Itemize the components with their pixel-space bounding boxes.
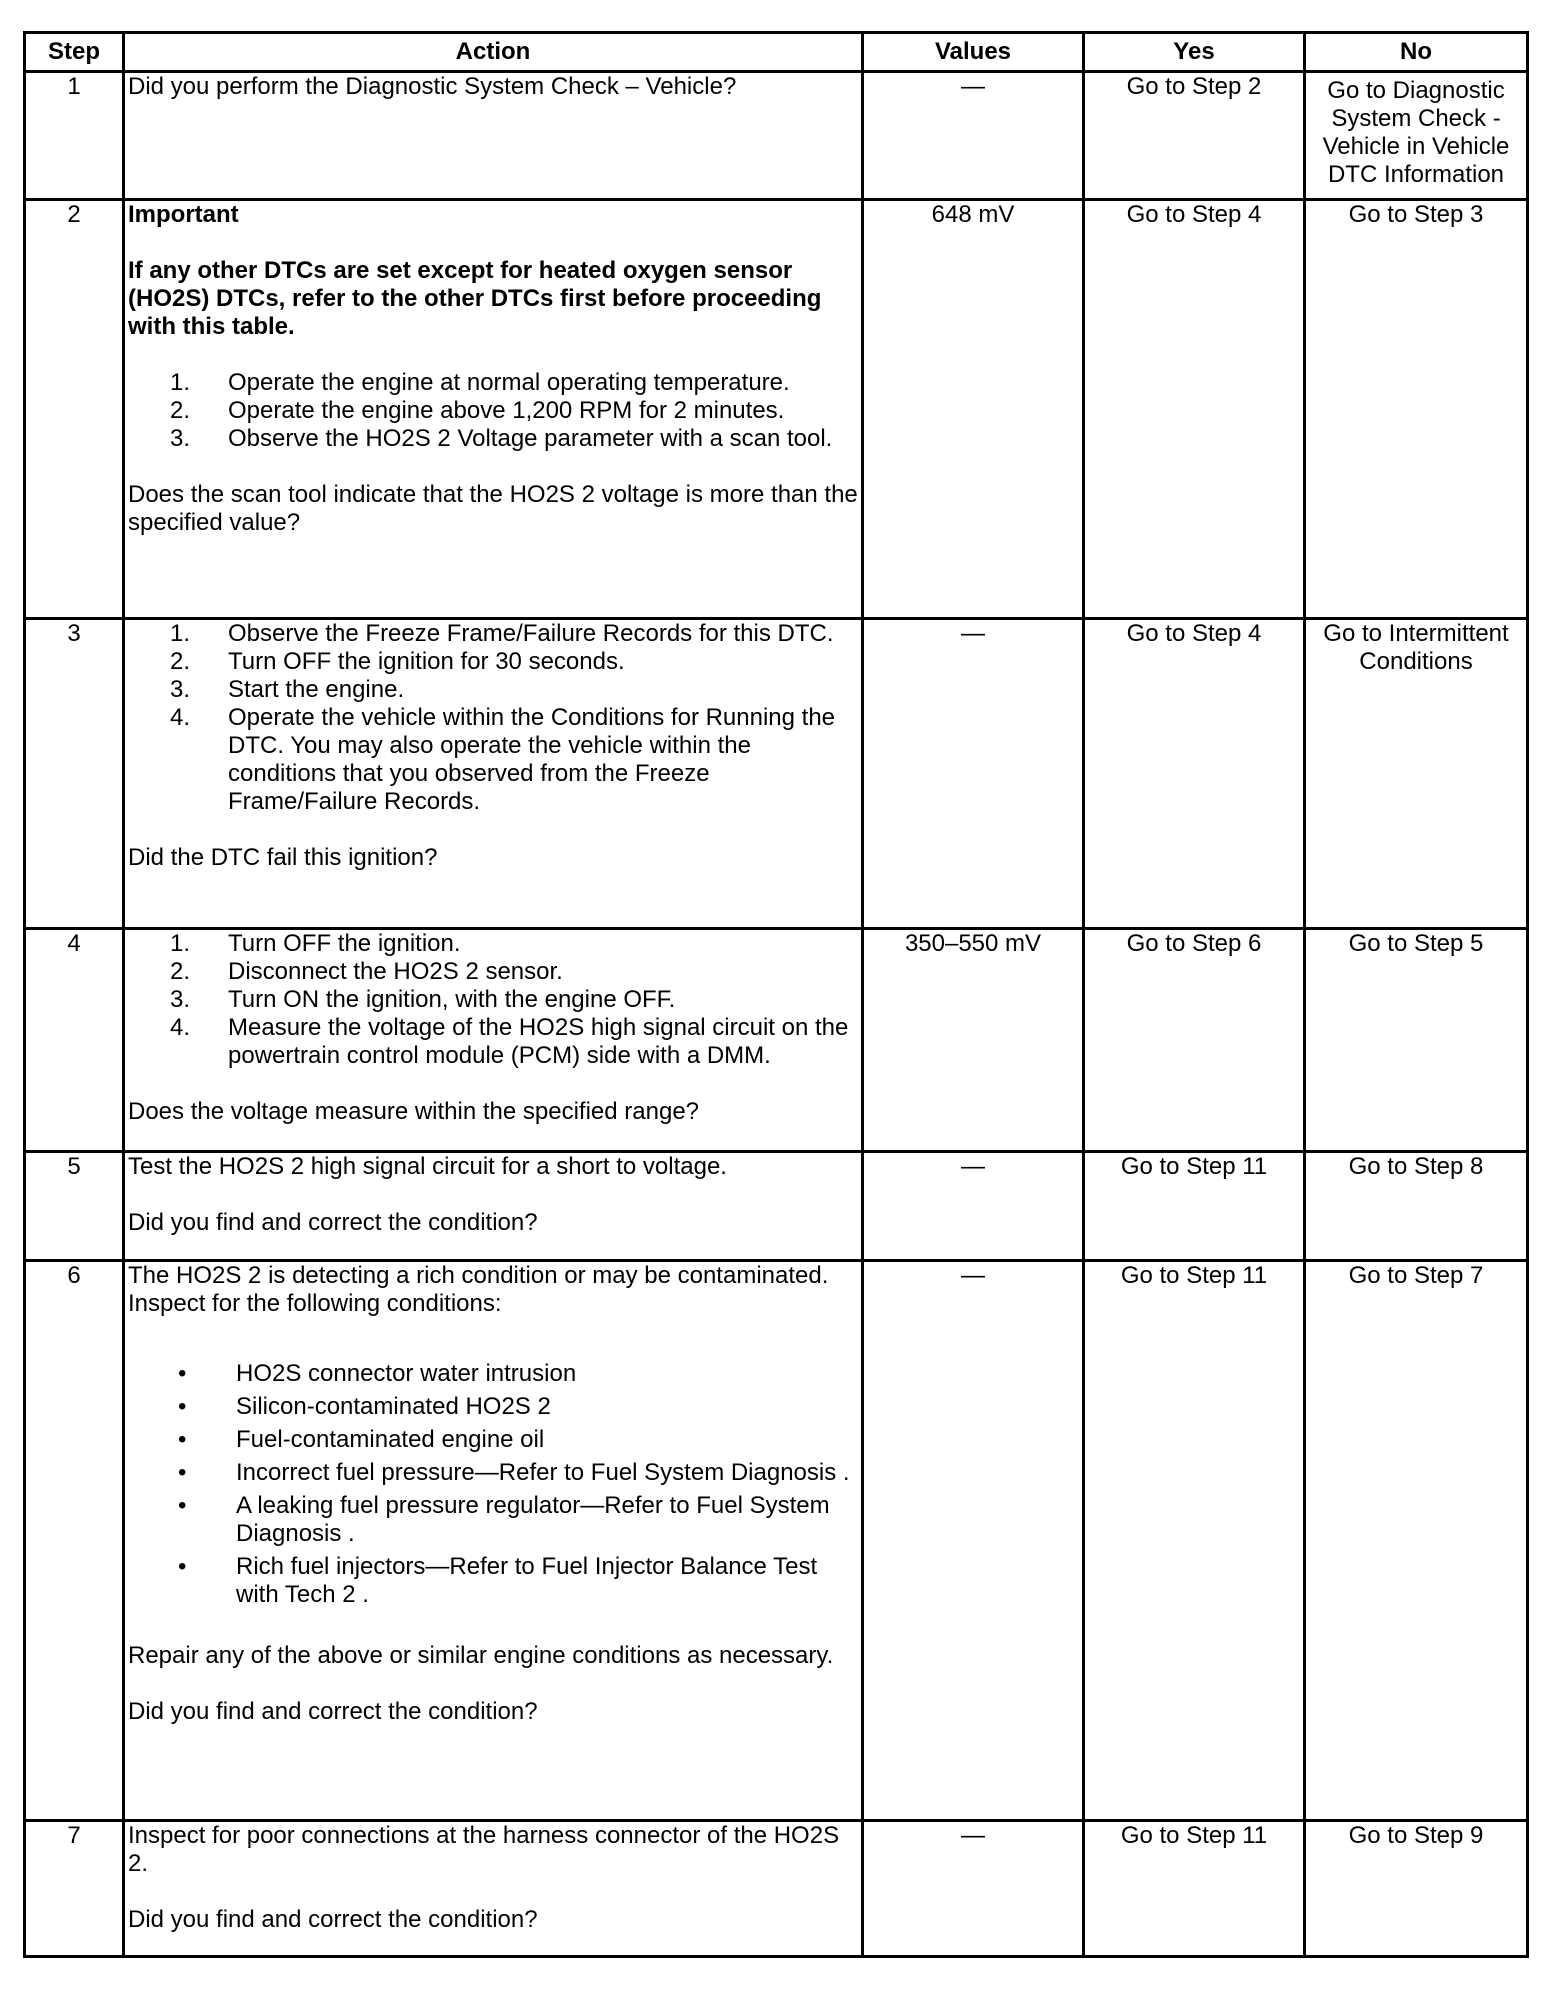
header-step: Step bbox=[25, 33, 124, 72]
step-number: 5 bbox=[25, 1152, 124, 1261]
header-action: Action bbox=[124, 33, 863, 72]
list-item: 2. Turn OFF the ignition for 30 seconds. bbox=[170, 648, 625, 675]
no-link[interactable]: Go to Step 8 bbox=[1305, 1152, 1528, 1261]
list-item: 1. Turn OFF the ignition. bbox=[170, 930, 461, 957]
action-question: Did you find and correct the condition? bbox=[128, 1906, 538, 1933]
step-number: 2 bbox=[25, 200, 124, 619]
action-cell bbox=[124, 1152, 863, 1261]
list-item: 1. Operate the engine at normal operating temperature. bbox=[170, 369, 790, 396]
list-item: • Fuel-contaminated engine oil bbox=[178, 1426, 545, 1453]
step-number: 3 bbox=[25, 619, 124, 929]
procedure-list bbox=[128, 620, 858, 816]
step-number: 7 bbox=[25, 1821, 124, 1957]
action-cell bbox=[124, 200, 863, 619]
value-cell: — bbox=[863, 619, 1084, 929]
yes-link[interactable]: Go to Step 11 bbox=[1084, 1152, 1305, 1261]
list-item: 3. Turn ON the ignition, with the engine OFF. bbox=[170, 986, 676, 1013]
list-item: 3. Start the engine. bbox=[170, 676, 405, 703]
list-item: • Rich fuel injectors—Refer to Fuel Injector Balance Test with Tech 2 . bbox=[178, 1553, 818, 1608]
step-number: 4 bbox=[25, 929, 124, 1152]
header-values: Values bbox=[863, 33, 1084, 72]
list-item: • Incorrect fuel pressure—Refer to Fuel System Diagnosis . bbox=[178, 1459, 850, 1486]
step-number: 1 bbox=[25, 72, 124, 200]
no-link[interactable]: Go to Step 5 bbox=[1305, 929, 1528, 1152]
action-question: Did you perform the Diagnostic System Check – Vehicle? bbox=[128, 73, 737, 100]
list-item: • HO2S connector water intrusion bbox=[178, 1360, 577, 1387]
table-row bbox=[25, 1152, 1528, 1261]
important-title: Important bbox=[128, 201, 239, 228]
action-question: Did you find and correct the condition? bbox=[128, 1209, 538, 1236]
value-cell: — bbox=[863, 1261, 1084, 1821]
value-cell: — bbox=[863, 1821, 1084, 1957]
repair-note: Repair any of the above or similar engine conditions as necessary. bbox=[128, 1642, 834, 1669]
action-cell bbox=[124, 1261, 863, 1821]
header-yes: Yes bbox=[1084, 33, 1305, 72]
list-item: 1. Observe the Freeze Frame/Failure Records for this DTC. bbox=[170, 620, 834, 647]
no-link[interactable]: Go to Step 7 bbox=[1305, 1261, 1528, 1821]
action-question: Did the DTC fail this ignition? bbox=[128, 844, 438, 871]
conditions-list bbox=[128, 1360, 858, 1609]
action-question: Does the voltage measure within the specified range? bbox=[128, 1098, 700, 1125]
procedure-list bbox=[128, 930, 858, 1070]
action-intro: Inspect for poor connections at the harness connector of the HO2S 2. bbox=[128, 1822, 840, 1877]
action-cell bbox=[124, 72, 863, 200]
no-link[interactable]: Go to Diagnostic System Check - Vehicle in Vehicle DTC Information bbox=[1305, 72, 1528, 200]
header-no: No bbox=[1305, 33, 1528, 72]
value-cell: 350–550 mV bbox=[863, 929, 1084, 1152]
procedure-list bbox=[128, 369, 858, 453]
list-item: • A leaking fuel pressure regulator—Refer to Fuel System Diagnosis . bbox=[178, 1492, 830, 1547]
action-cell bbox=[124, 929, 863, 1152]
action-cell bbox=[124, 1821, 863, 1957]
action-cell bbox=[124, 619, 863, 929]
table-row bbox=[25, 929, 1528, 1152]
no-link[interactable]: Go to Step 9 bbox=[1305, 1821, 1528, 1957]
yes-link[interactable]: Go to Step 11 bbox=[1084, 1261, 1305, 1821]
value-cell: — bbox=[863, 72, 1084, 200]
list-item: 4. Measure the voltage of the HO2S high signal circuit on the powertrain control module (PCM) side with a DMM. bbox=[170, 1014, 849, 1069]
list-item: 3. Observe the HO2S 2 Voltage parameter with a scan tool. bbox=[170, 425, 833, 452]
important-text: If any other DTCs are set except for heated oxygen sensor (HO2S) DTCs, refer to the other DTCs first before proceeding with this table. bbox=[128, 257, 822, 340]
action-question: Does the scan tool indicate that the HO2S 2 voltage is more than the specified value? bbox=[128, 481, 858, 536]
yes-link[interactable]: Go to Step 4 bbox=[1084, 619, 1305, 929]
diagnostic-table bbox=[23, 31, 1529, 1958]
yes-link[interactable]: Go to Step 2 bbox=[1084, 72, 1305, 200]
table-row bbox=[25, 619, 1528, 929]
action-intro: Test the HO2S 2 high signal circuit for a short to voltage. bbox=[128, 1153, 727, 1180]
table-row bbox=[25, 1261, 1528, 1821]
list-item: 2. Disconnect the HO2S 2 sensor. bbox=[170, 958, 563, 985]
action-question: Did you find and correct the condition? bbox=[128, 1698, 538, 1725]
table-row bbox=[25, 72, 1528, 200]
list-item: 4. Operate the vehicle within the Conditions for Running the DTC. You may also operate the vehicle within the conditions that you observed from the Freeze Frame/Failure Records. bbox=[170, 704, 836, 815]
no-link[interactable]: Go to Intermittent Conditions bbox=[1305, 619, 1528, 929]
value-cell: 648 mV bbox=[863, 200, 1084, 619]
list-item: 2. Operate the engine above 1,200 RPM for 2 minutes. bbox=[170, 397, 785, 424]
list-item: • Silicon-contaminated HO2S 2 bbox=[178, 1393, 551, 1420]
value-cell: — bbox=[863, 1152, 1084, 1261]
yes-link[interactable]: Go to Step 4 bbox=[1084, 200, 1305, 619]
no-link[interactable]: Go to Step 3 bbox=[1305, 200, 1528, 619]
table-header-row bbox=[25, 33, 1528, 72]
yes-link[interactable]: Go to Step 11 bbox=[1084, 1821, 1305, 1957]
table-row bbox=[25, 1821, 1528, 1957]
step-number: 6 bbox=[25, 1261, 124, 1821]
table-row bbox=[25, 200, 1528, 619]
yes-link[interactable]: Go to Step 6 bbox=[1084, 929, 1305, 1152]
action-intro: The HO2S 2 is detecting a rich condition or may be contaminated. Inspect for the following conditions: bbox=[128, 1262, 829, 1317]
